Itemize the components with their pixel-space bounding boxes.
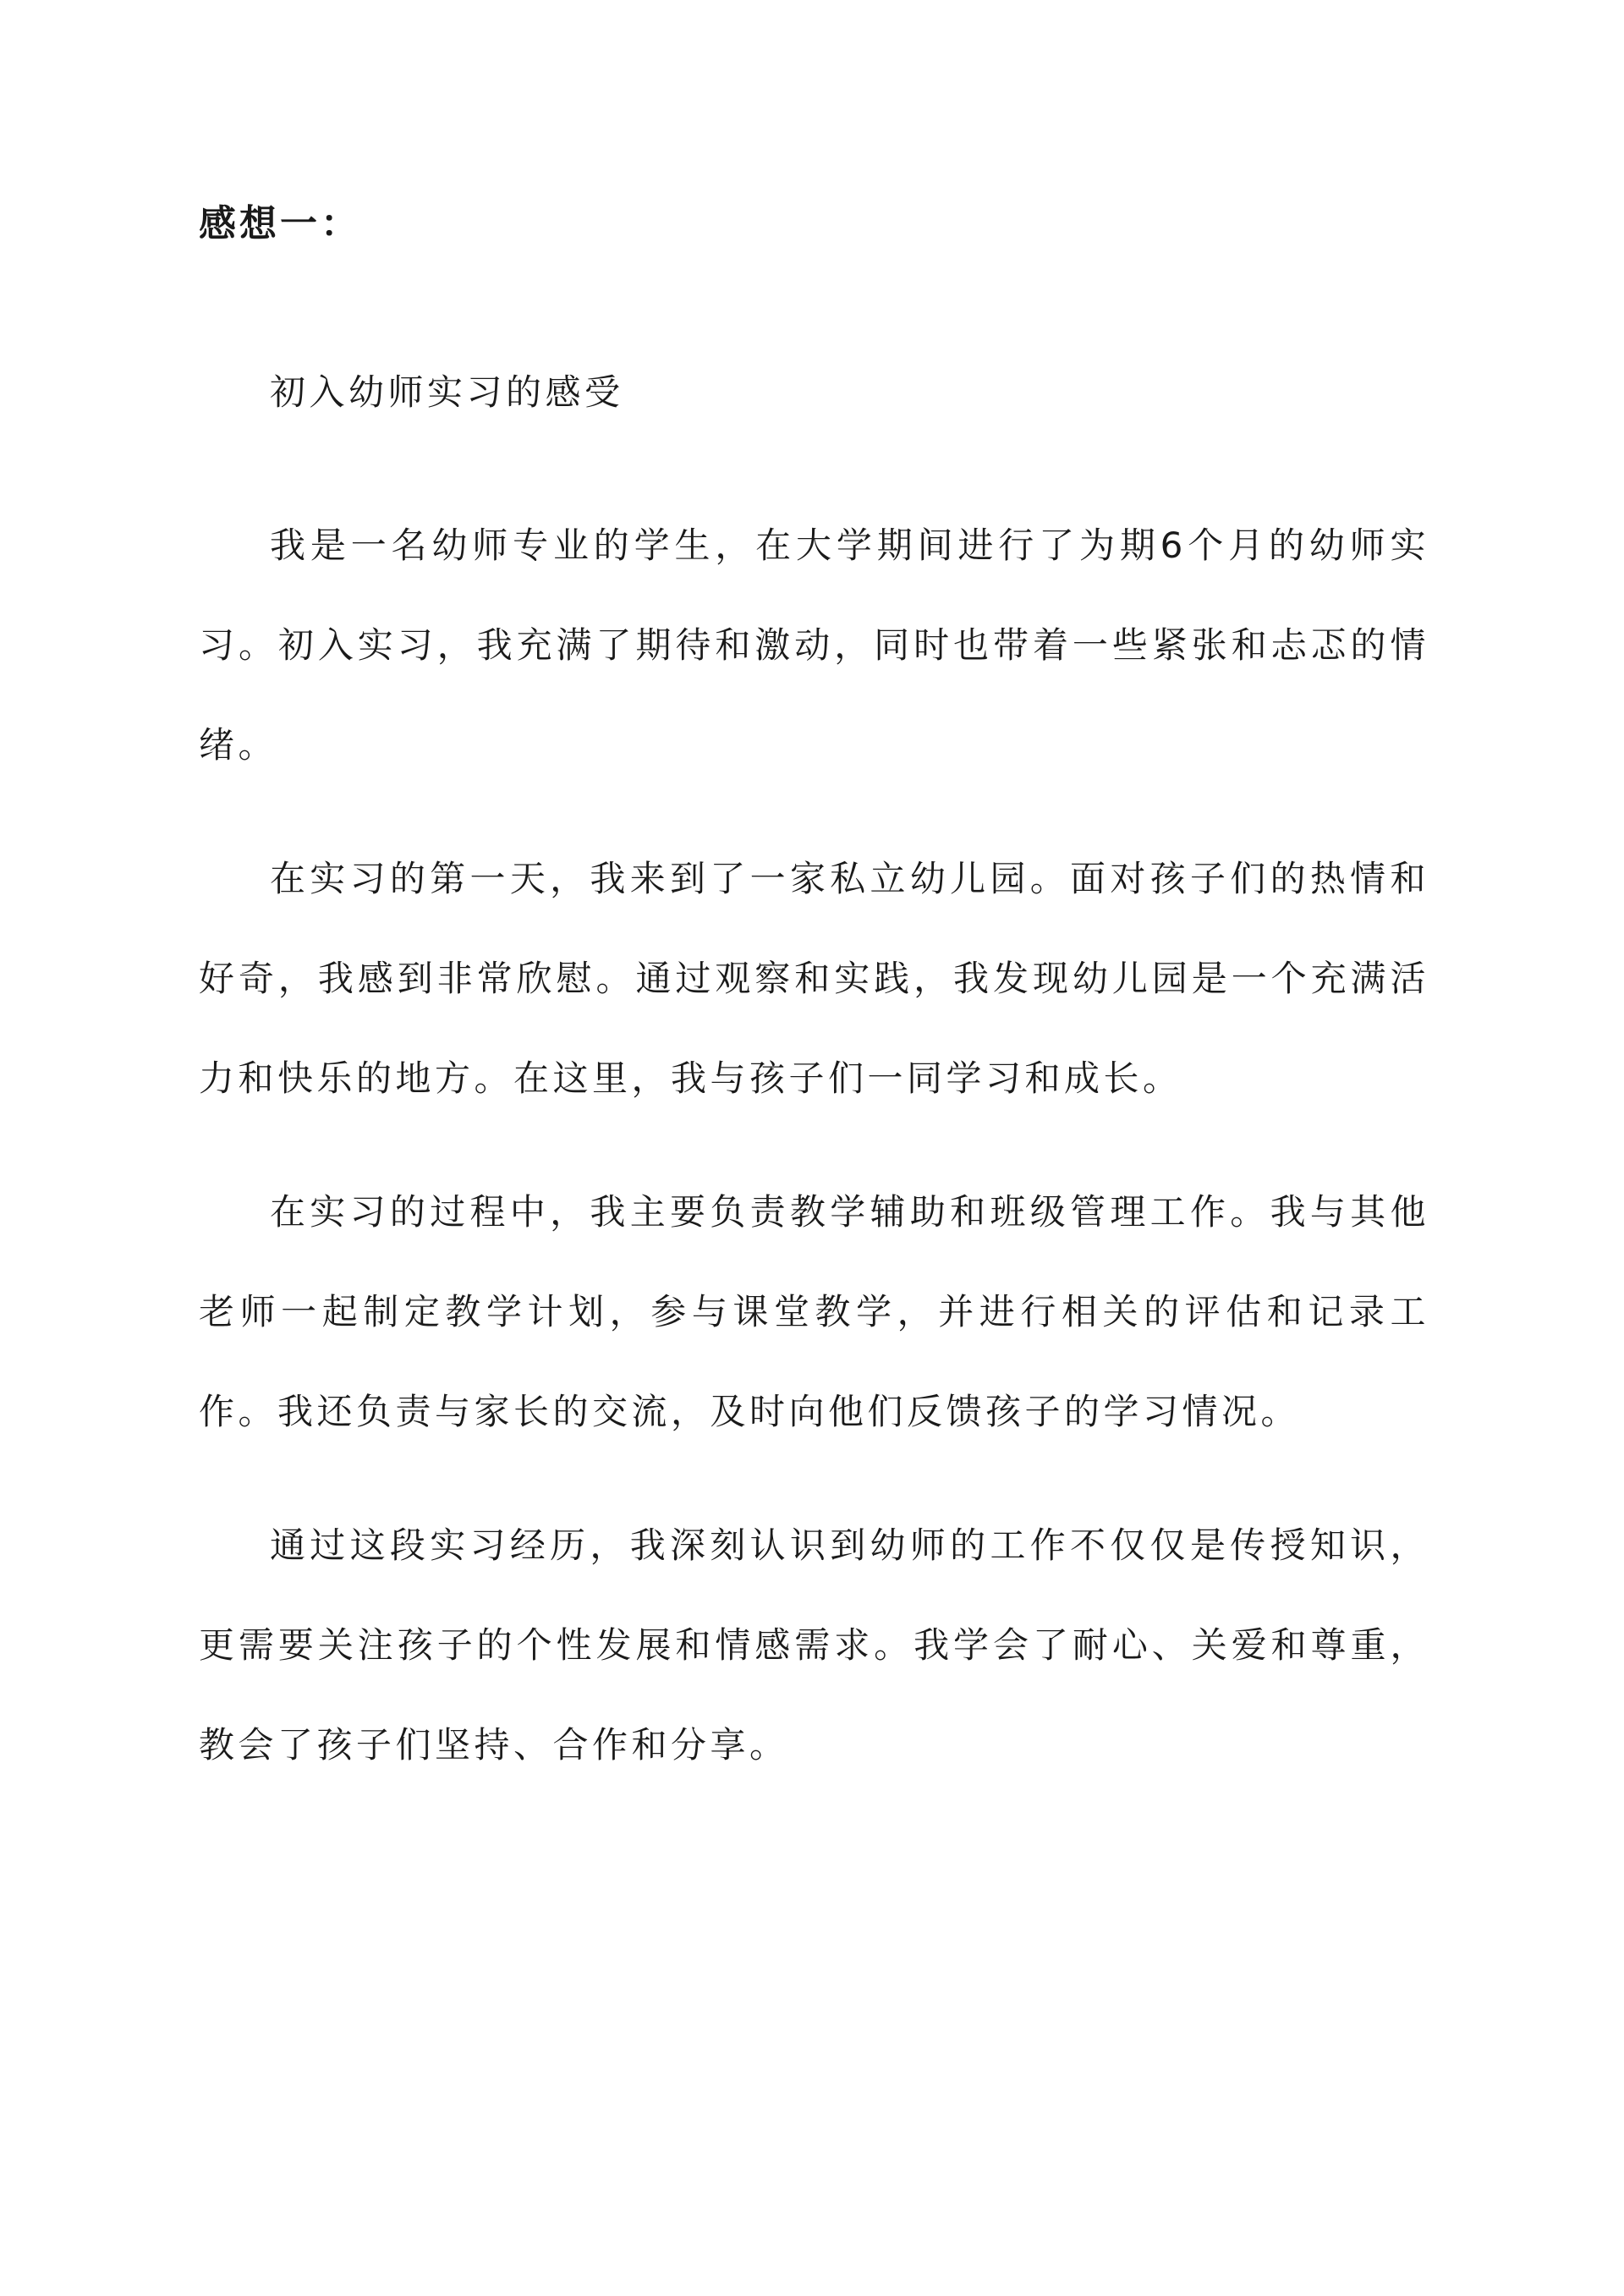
paragraph-1: 我是一名幼师专业的学生，在大学期间进行了为期6个月的幼师实习。初入实习，我充满了期待和激动，同时也带着一些紧张和忐忑的情绪。 — [199, 525, 1429, 766]
document-body — [199, 190, 1429, 1795]
section-heading: 感想一： — [199, 202, 361, 245]
paragraph-2: 在实习的第一天，我来到了一家私立幼儿园。面对孩子们的热情和好奇，我感到非常欣慰。通过观察和实践，我发现幼儿园是一个充满活力和快乐的地方。在这里，我与孩子们一同学习和成长。 — [199, 858, 1429, 1099]
paragraph-3: 在实习的过程中，我主要负责教学辅助和班级管理工作。我与其他老师一起制定教学计划，参与课堂教学，并进行相关的评估和记录工作。我还负责与家长的交流，及时向他们反馈孩子的学习情况。 — [199, 1191, 1429, 1432]
paragraph-4: 通过这段实习经历，我深刻认识到幼师的工作不仅仅是传授知识，更需要关注孩子的个性发展和情感需求。我学会了耐心、关爱和尊重，教会了孩子们坚持、合作和分享。 — [199, 1524, 1429, 1766]
essay-title: 初入幼师实习的感受 — [270, 371, 624, 413]
